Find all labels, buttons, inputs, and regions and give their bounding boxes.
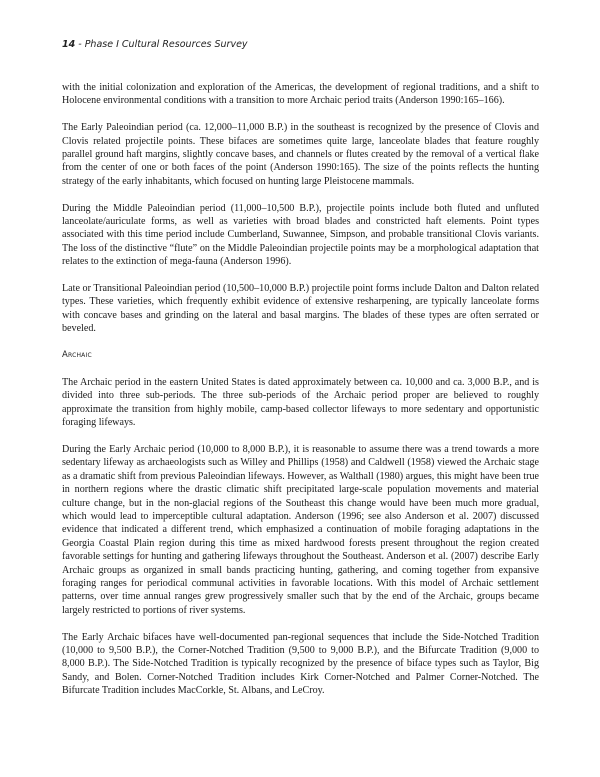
paragraph-early-archaic-bifaces: The Early Archaic bifaces have well-documented pan-regional sequences that include the Side-Notched Tradition (10,000 to 9,500 B.P.), the Corner-Notched Tradition (9,500 to 9,000 B.P.), and the Bifurcate Tradition (9,000 to 8,000 B.P.). The Side-Notched Tradition is typically recognized by the presence of biface types such as Taylor, Big Sandy, and Bolen. Corner-Notched Tradition includes Kirk Corner-Notched and Palmer Corner-Notched. The Bifurcate Tradition includes MacCorkle, St. Albans, and LeCroy. [62,631,539,697]
paragraph-continuation: with the initial colonization and exploration of the Americas, the development of regional traditions, and a shift to Holocene environmental conditions with a transition to more Archaic period traits (Anderson 1990:165–166). [62,82,539,107]
paragraph-archaic-overview: The Archaic period in the eastern United States is dated approximately between ca. 10,000 and ca. 3,000 B.P., and is divided into three sub-periods. The three sub-periods of the Archaic period proper are believed to roughly approximate the transition from highly mobile, camp-based collector lifeways to more sedentary and opportunistic foraging lifeways. [62,376,539,429]
header-title: Phase I Cultural Resources Survey [84,39,248,50]
page-number: 14 [62,39,76,50]
header-separator: - [75,39,85,50]
section-heading-archaic: Archaic [62,350,92,361]
body-text [62,81,539,711]
paragraph-early-paleoindian: The Early Paleoindian period (ca. 12,000–11,000 B.P.) in the southeast is recognized by the presence of Clovis and Clovis related projectile points. These bifaces are sometimes quite large, lanceolate blades that feature roughly parallel ground haft margins, slightly concave bases, and channels or flutes created by the removal of a vertical flake from the center of one or both faces of the point (Anderson 1990:165). The size of the points reflects the hunting strategy of the early inhabitants, which focused on hunting large Pleistocene mammals. [62,122,539,187]
running-header [62,39,248,51]
paragraph-late-paleoindian: Late or Transitional Paleoindian period (10,500–10,000 B.P.) projectile point forms include Dalton and Dalton related types. These varieties, which frequently exhibit evidence of extensive resharpening, are typically lanceolate forms with concave bases and grinding on the lateral and basal margins. The blades of these types are often serrated or beveled. [62,283,539,335]
paragraph-early-archaic: During the Early Archaic period (10,000 to 8,000 B.P.), it is reasonable to assume there was a trend towards a more sedentary lifeway as archaeologists such as Willey and Phillips (1958) and Caldwell (1958) viewed the Archaic stage as a dramatic shift from previous Paleoindian lifeways. However, as Walthall (1980) argues, this might have been true in northern regions where the drastic climatic shift precipitated large-scale population movements and material culture change, but in the non-glacial regions of the Southeast this change would have been much more gradual, which would lead to imperceptible cultural adaptation. Anderson (1996; see also Anderson et al. 2007) discussed evidence that indicated a different trend, which emphasized a continuation of mobile foraging adaptations in the Georgia Coastal Plain region during this time as mixed hardwood forests present throughout the region created favorable settings for hunting and gathering lifeways throughout the Southeast. Anderson et al. (2007) describe Early Archaic groups as organized in small bands practicing hunting, gathering, and coming together from expansive foraging ranges for periodical communal activities in favorable locations. With this model of Archaic settlement patterns, over time annual ranges grew progressively smaller such that by the end of the Archaic, groups became largely restricted to portions of river systems. [62,443,539,616]
paragraph-middle-paleoindian: During the Middle Paleoindian period (11,000–10,500 B.P.), projectile points include both fluted and unfluted lanceolate/auriculate forms, as well as varieties with broad blades and constricted haft elements. Point types associated with this time period include Cumberland, Suwannee, Simpson, and probable transitional Clovis variants. The loss of the distinctive “flute” on the Middle Paleoindian projectile points may be a morphological adaptation that relates to the extinction of mega-fauna (Anderson 1996). [62,202,539,268]
